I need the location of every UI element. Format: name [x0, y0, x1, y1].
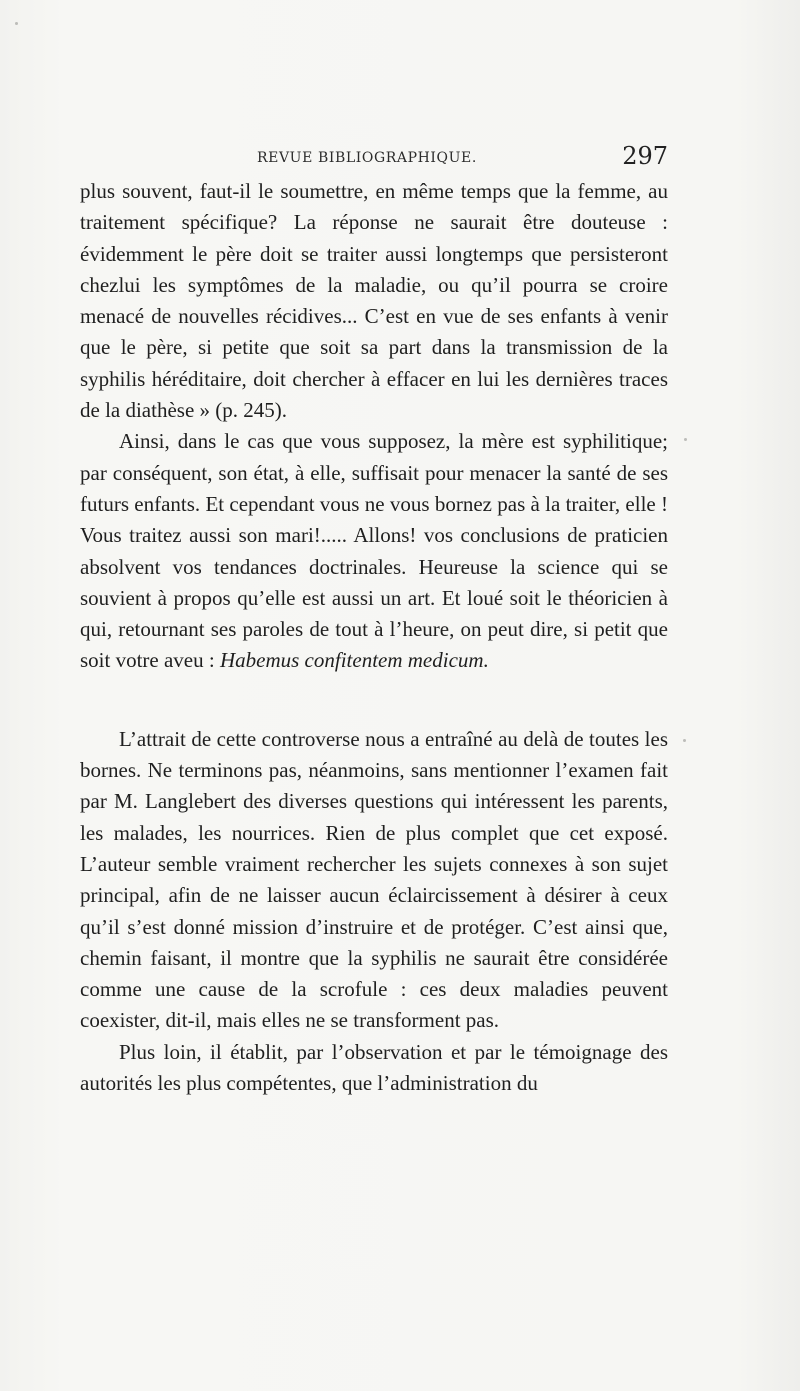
paragraph-text: plus souvent, faut-il le soumettre, en même temps que la femme, au traitement spécifique? La réponse ne saurait être douteuse : évidemment le père doit se traiter aussi longtemps que persisteront chezlui les symptômes de la maladie, ou qu’il pourra se croire menacé de nouvelles récidives... C’est en vue de ses enfants à venir que le père, si petite que soit sa part dans la transmission de la syphilis héréditaire, doit chercher à effacer en lui les dernières traces de la diathèse » (p. 245). — [80, 179, 668, 423]
paragraph-text: Ainsi, dans le cas que vous supposez, la mère est syphilitique; par conséquent, son état, à elle, suffisait pour menacer la santé de ses futurs enfants. Et cependant vous ne vous bornez pas à la traiter, elle ! Vous traitez aussi son mari!..... Allons! vos conclusions de praticien absolvent vos tendances doctrinales. Heureuse la science qui se souvient à propos qu’elle est aussi un art. Et loué soit le théoricien à qui, retournant ses paroles de tout à l’heure, on peut dire, si petit que soit votre aveu : — [80, 429, 668, 673]
paragraph-text: Plus loin, il établit, par l’observation et par le témoignage des autorités les plus compétentes, que l’administration du — [80, 1039, 668, 1096]
paper-speck — [15, 22, 18, 25]
paper-speck — [683, 739, 686, 742]
section-gap — [80, 677, 668, 724]
page-header — [80, 142, 668, 174]
paragraph-continuation — [80, 176, 668, 426]
paragraph-text: L’attrait de cette controverse nous a entraîné au delà de toutes les bornes. Ne terminons pas, néanmoins, sans mentionner l’examen fait par M. Langlebert des diverses questions qui intéressent les parents, les malades, les nourrices. Rien de plus complet que cet exposé. L’auteur semble vraiment rechercher les sujets connexes à son sujet principal, afin de ne laisser aucun éclaircissement à désirer à ceux qu’il s’est donné mission d’instruire et de protéger. C’est ainsi que, chemin faisant, il montre que la syphilis ne saurait être considérée comme une cause de la scrofule : ces deux maladies peuvent coexister, dit-il, mais elles ne se transforment pas. — [80, 726, 668, 1033]
latin-quote: Habemus confitentem medicum. — [219, 648, 489, 673]
paragraph-plus-loin — [80, 1037, 668, 1100]
paragraph-attrait — [80, 724, 668, 1037]
body-text — [80, 176, 668, 1099]
page-number: 297 — [622, 142, 668, 170]
running-title: REVUE BIBLIOGRAPHIQUE. — [257, 150, 477, 166]
paragraph-ainsi — [80, 426, 668, 676]
paper-speck — [684, 438, 687, 441]
